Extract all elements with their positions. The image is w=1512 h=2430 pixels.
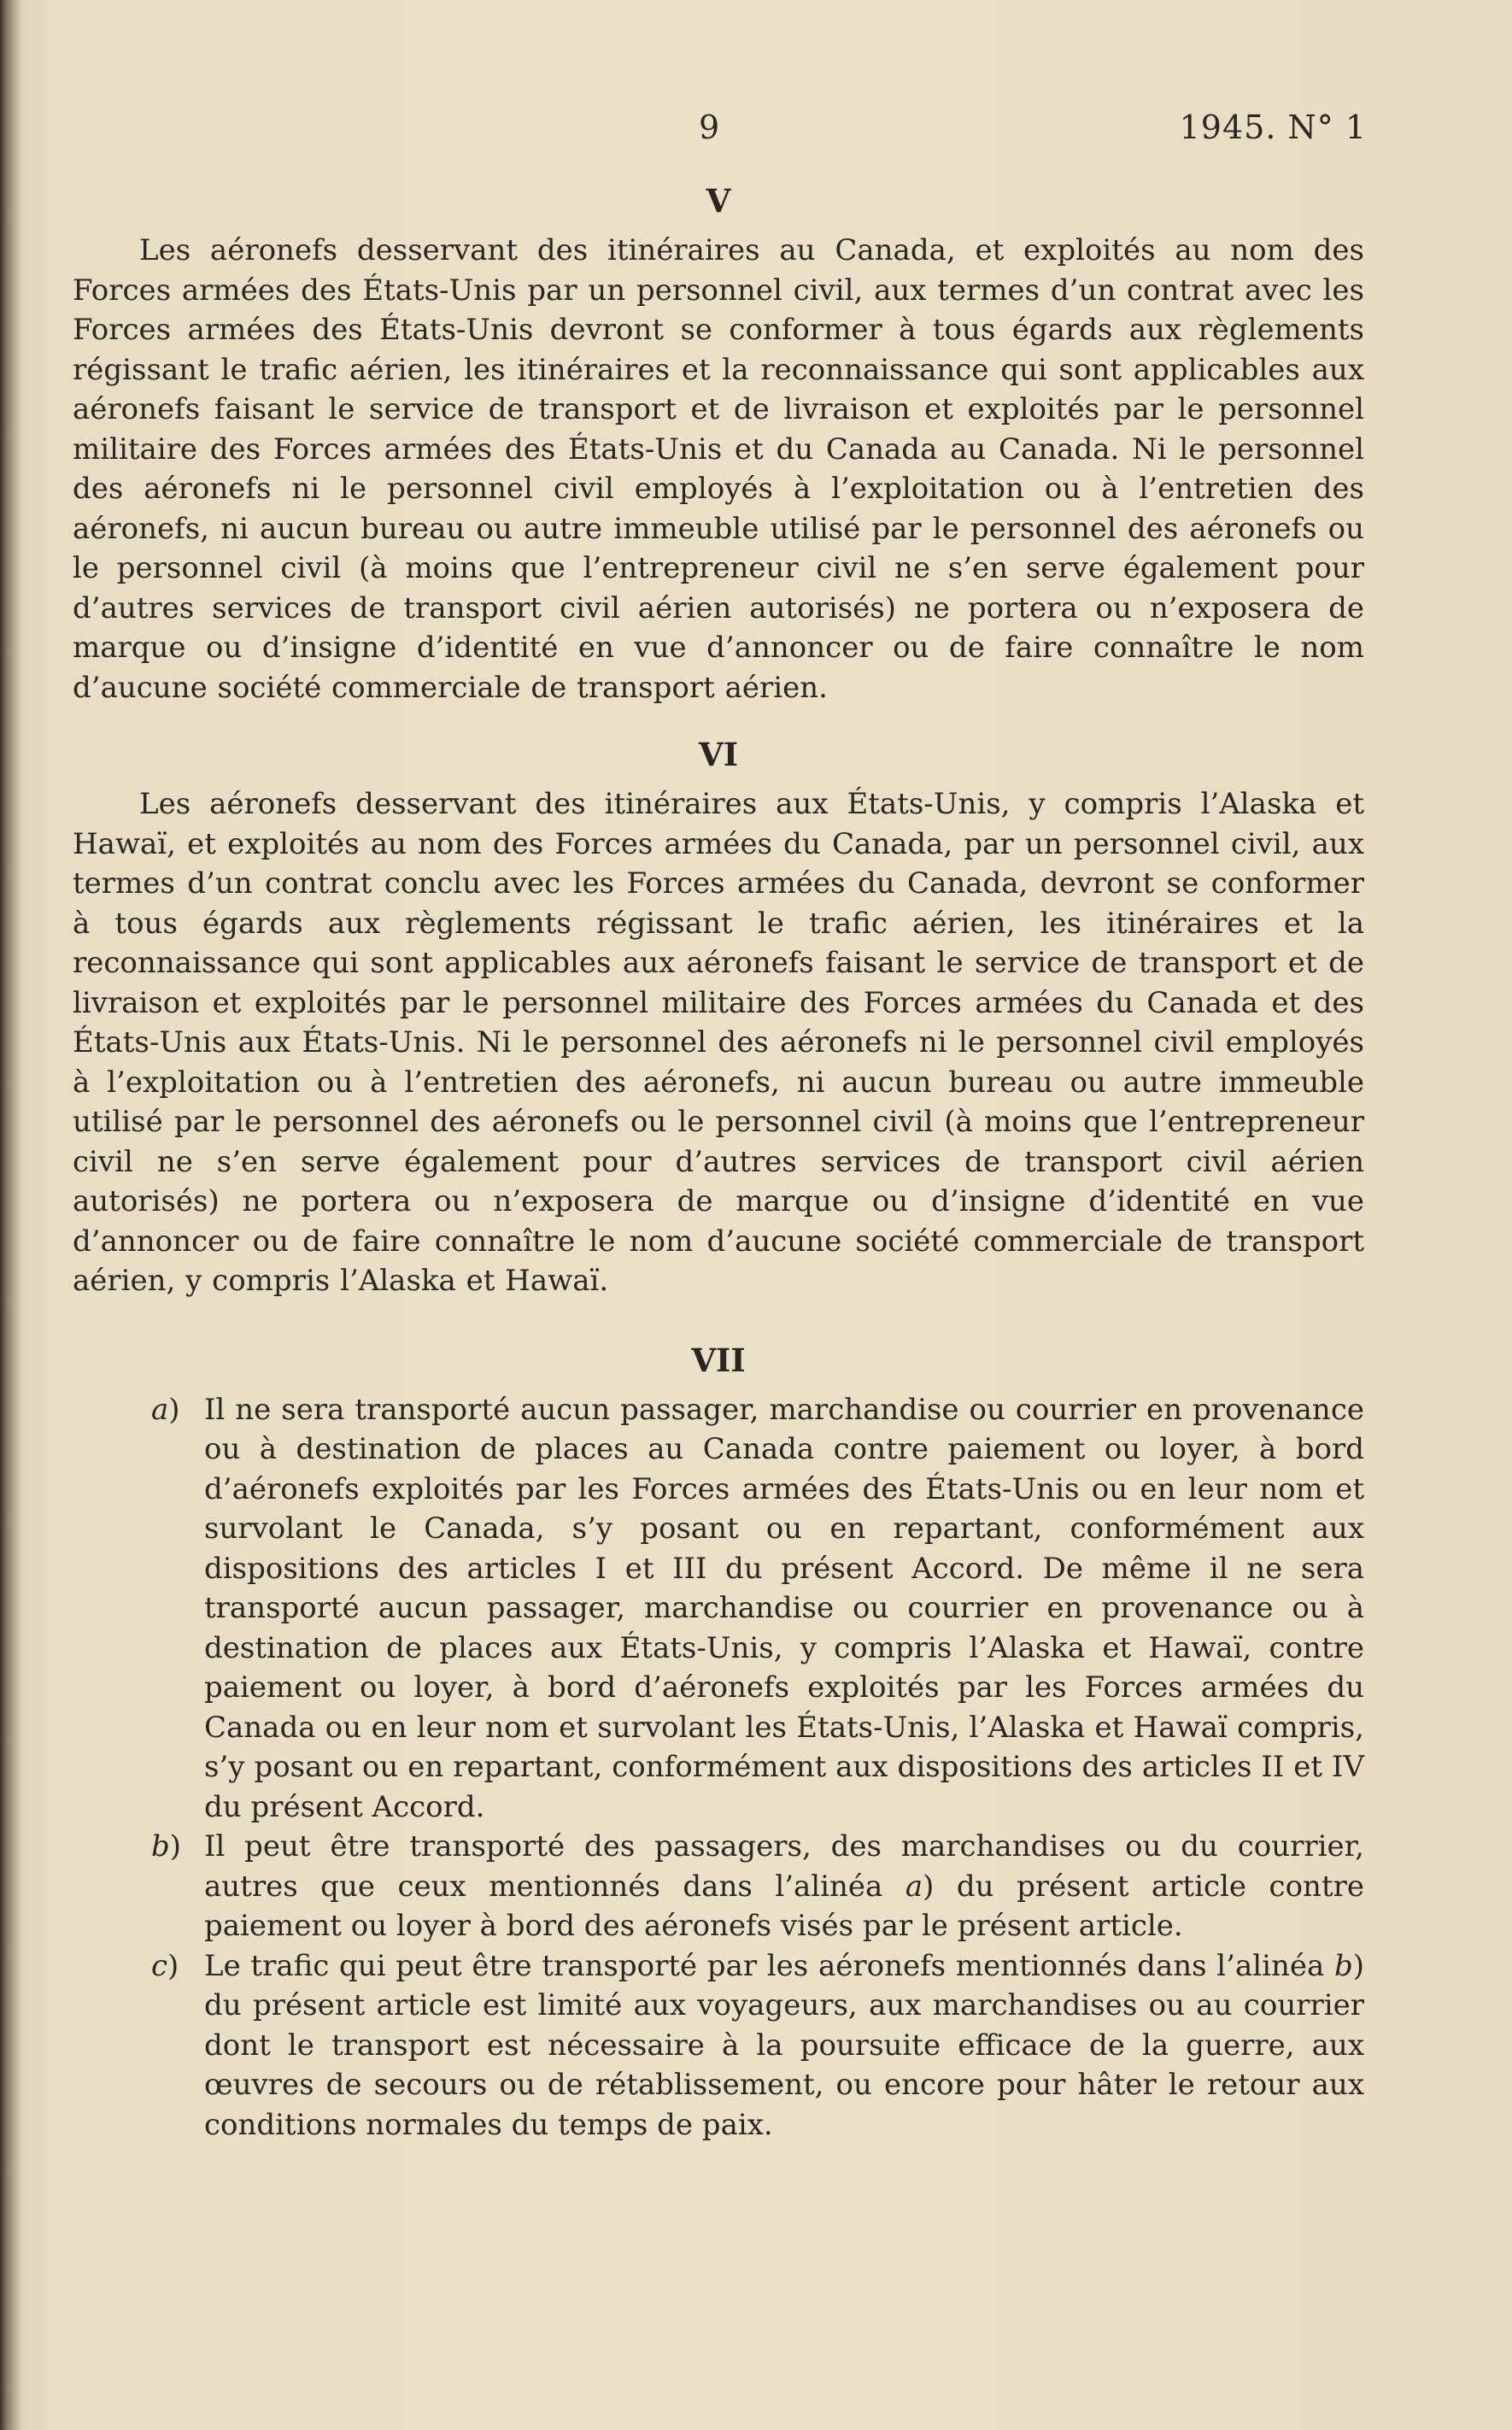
section-heading-vi: VI bbox=[698, 736, 738, 773]
section-vii-items bbox=[73, 1390, 1364, 2145]
item-c-text-after: ) du présent article est limité aux voyageurs, aux marchandises ou au courrier dont le transport est nécessaire à la poursuite efficace de la guerre, aux œuvres de secours ou de rétablissement, ou encore pour hâter le retour aux conditions normales du temps de paix. bbox=[204, 1948, 1364, 2142]
item-a bbox=[73, 1390, 1364, 1828]
item-b-label: b) bbox=[151, 1829, 182, 1864]
item-a-text: Il ne sera transporté aucun passager, marchandise ou courrier en provenance ou à destination de places au Canada contre paiement ou loyer, à bord d’aéronefs exploités par les Forces armées des États-Unis ou en leur nom et survolant le Canada, s’y posant ou en repartant, conformément aux dispositions des articles I et III du présent Accord. De même il ne sera transporté aucun passager, marchandise ou courrier en provenance ou à destination de places aux États-Unis, y compris l’Alaska et Hawaï, contre paiement ou loyer, à bord d’aéronefs exploités par les Forces armées du Canada ou en leur nom et survolant les États-Unis, l’Alaska et Hawaï compris, s’y posant ou en repartant, conformément aux dispositions des articles II et IV du présent Accord. bbox=[204, 1392, 1364, 1824]
page-header bbox=[0, 106, 1512, 149]
document-year-number: 1945. N° 1 bbox=[1179, 109, 1367, 146]
item-c bbox=[73, 1946, 1364, 2145]
item-a-label: a) bbox=[151, 1392, 180, 1427]
page-number: 9 bbox=[699, 109, 720, 146]
item-b bbox=[73, 1827, 1364, 1946]
item-c-ref: b bbox=[1333, 1948, 1353, 1983]
item-c-text-before: Le trafic qui peut être transporté par les aéronefs mentionnés dans l’alinéa bbox=[204, 1948, 1334, 1983]
section-heading-v: V bbox=[706, 182, 731, 220]
item-b-text-before: Il peut être transporté des passagers, des marchandises ou du courrier, autres que ceux mentionnés dans l’alinéa bbox=[204, 1829, 1364, 1904]
section-v-paragraph: Les aéronefs desservant des itinéraires au Canada, et exploités au nom des Forces armées des États-Unis par un personnel civil, aux termes d’un contrat avec les Forces armées des États-Unis devront se conformer à tous égards aux règlements régissant le trafic aérien, les itinéraires et la reconnaissance qui sont applicables aux aéronefs faisant le service de transport et de livraison et exploités par le personnel militaire des Forces armées des États-Unis et du Canada au Canada. Ni le personnel des aéronefs ni le personnel civil employés à l’exploitation ou à l’entretien des aéronefs, ni aucun bureau ou autre immeuble utilisé par le personnel des aéronefs ou le personnel civil (à moins que l’entrepreneur civil ne s’en serve également pour d’autres services de transport civil aérien autorisés) ne portera ou n’exposera de marque ou d’insigne d’identité en vue d’annoncer ou de faire connaître le nom d’aucune société commerciale de transport aérien. bbox=[73, 233, 1364, 705]
item-b-letter: b bbox=[151, 1829, 170, 1864]
document-body bbox=[73, 171, 1364, 2145]
section-heading-vii: VII bbox=[691, 1341, 746, 1379]
item-b-text-after: ) du présent article contre paiement ou loyer à bord des aéronefs visés par le présent article. bbox=[204, 1869, 1364, 1943]
item-c-label: c) bbox=[151, 1948, 179, 1983]
item-a-letter: a bbox=[151, 1392, 169, 1427]
book-gutter-shadow bbox=[0, 0, 22, 2430]
item-b-ref: a bbox=[905, 1869, 923, 1904]
item-c-letter: c bbox=[151, 1948, 168, 1983]
section-vi-paragraph: Les aéronefs desservant des itinéraires aux États-Unis, y compris l’Alaska et Hawaï, et exploités au nom des Forces armées du Canada, par un personnel civil, aux termes d’un contrat conclu avec les Forces armées du Canada, devront se conformer à tous égards aux règlements régissant le trafic aérien, les itinéraires et la reconnaissance qui sont applicables aux aéronefs faisant le service de transport et de livraison et exploités par le personnel militaire des Forces armées du Canada et des États-Unis aux États-Unis. Ni le personnel des aéronefs ni le personnel civil employés à l’exploitation ou à l’entretien des aéronefs, ni aucun bureau ou autre immeuble utilisé par le personnel des aéronefs ou le personnel civil (à moins que l’entrepreneur civil ne s’en serve également pour d’autres services de transport civil aérien autorisés) ne portera ou n’exposera de marque ou d’insigne d’identité en vue d’annoncer ou de faire connaître le nom d’aucune société commerciale de transport aérien, y compris l’Alaska et Hawaï. bbox=[73, 787, 1364, 1298]
